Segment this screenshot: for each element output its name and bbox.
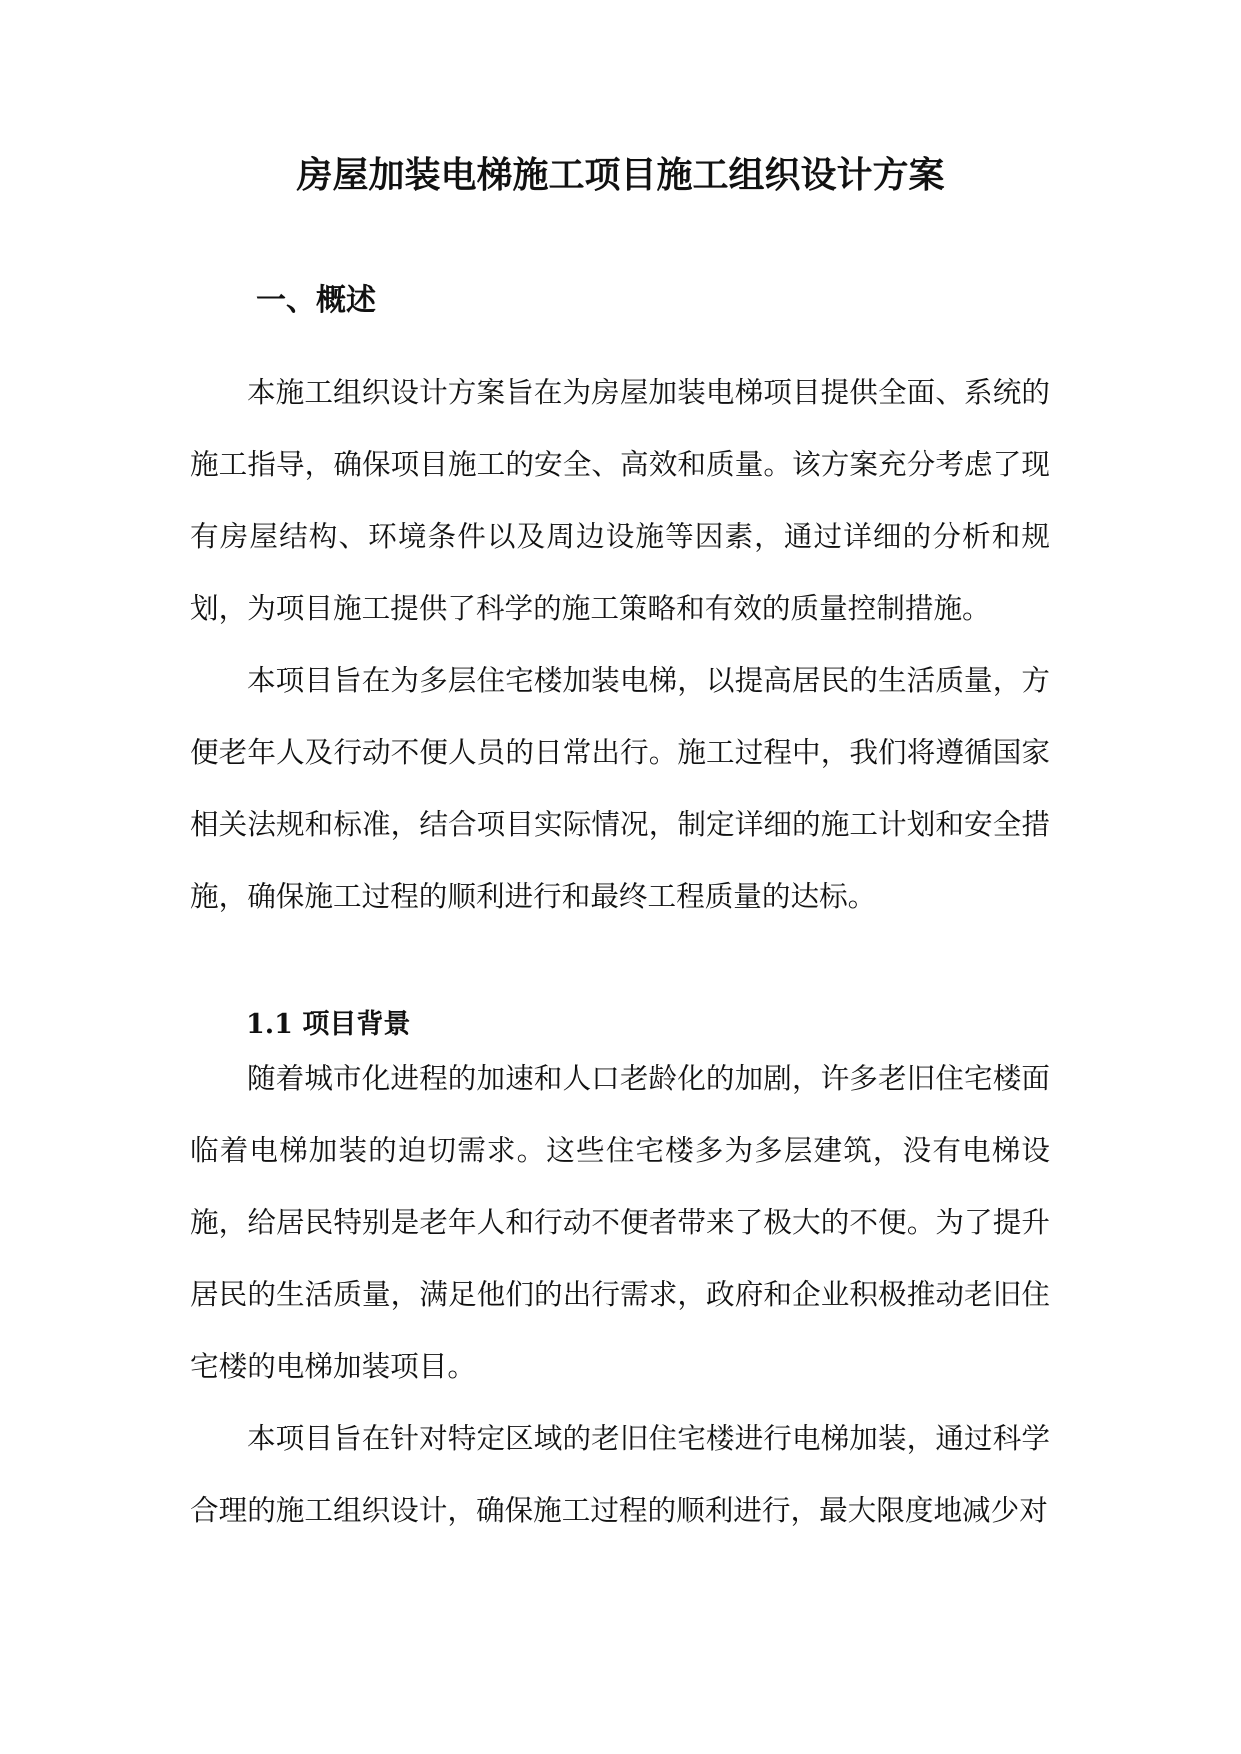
paragraph: 本项目旨在为多层住宅楼加装电梯，以提高居民的生活质量，方便老年人及行动不便人员的日常出行。施工过程中，我们将遵循国家相关法规和标准，结合项目实际情况，制定详细的施工计划和安全措施，确保施工过程的顺利进行和最终工程质量的达标。	[190, 663, 1050, 913]
paragraph: 本项目旨在针对特定区域的老旧住宅楼进行电梯加装，通过科学合理的施工组织设计，确保施工过程的顺利进行，最大限度地减少对	[190, 1421, 1050, 1527]
subsection-heading-background: 1.1 项目背景	[246, 1009, 411, 1040]
section-heading-overview: 一、概述	[256, 283, 376, 318]
document-title: 房屋加装电梯施工项目施工组织设计方案	[296, 154, 945, 196]
paragraph: 随着城市化进程的加速和人口老龄化的加剧，许多老旧住宅楼面临着电梯加装的迫切需求。这些住宅楼多为多层建筑，没有电梯设施，给居民特别是老年人和行动不便者带来了极大的不便。为了提升居民的生活质量，满足他们的出行需求，政府和企业积极推动老旧住宅楼的电梯加装项目。	[190, 1061, 1050, 1383]
paragraph: 本施工组织设计方案旨在为房屋加装电梯项目提供全面、系统的施工指导，确保项目施工的安全、高效和质量。该方案充分考虑了现有房屋结构、环境条件以及周边设施等因素，通过详细的分析和规划，为项目施工提供了科学的施工策略和有效的质量控制措施。	[190, 375, 1050, 625]
